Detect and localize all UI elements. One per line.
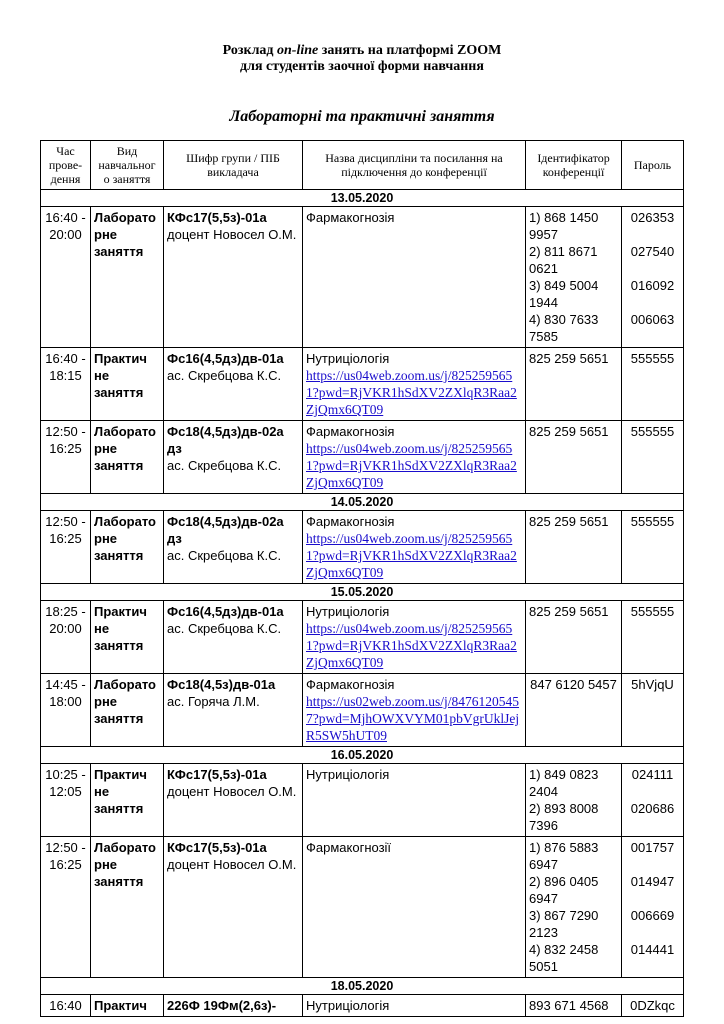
discipline-cell bbox=[303, 764, 526, 837]
lesson-type-cell: Практич bbox=[91, 995, 164, 1017]
password-value: 0DZkqc bbox=[630, 998, 675, 1013]
time-cell: 10:25 - 12:05 bbox=[41, 764, 91, 837]
group-cell bbox=[164, 837, 303, 978]
document-title: Розклад on-line занять на платформі ZOOM bbox=[222, 43, 502, 58]
teacher-name: ас. Скребцова К.С. bbox=[167, 458, 282, 473]
group-code: Фс18(4,5з)дв-01а bbox=[167, 677, 276, 692]
password-cell bbox=[622, 601, 684, 674]
section-subtitle: Лабораторні та практичні заняття bbox=[229, 108, 495, 125]
group-cell bbox=[164, 207, 303, 348]
group-cell bbox=[164, 511, 303, 584]
conference-id: 1) 868 1450 9957 bbox=[529, 210, 599, 242]
date-cell: 13.05.2020 bbox=[41, 190, 684, 207]
teacher-name: доцент Новосел О.М. bbox=[167, 227, 297, 242]
discipline-cell bbox=[303, 995, 526, 1017]
lesson-type-cell: Лаборато рне заняття bbox=[91, 421, 164, 494]
password-cell bbox=[622, 674, 684, 747]
group-cell bbox=[164, 764, 303, 837]
time-cell: 16:40 bbox=[41, 995, 91, 1017]
time-cell: 12:50 - 16:25 bbox=[41, 421, 91, 494]
discipline-name: Фармакогнозія bbox=[306, 514, 395, 529]
group-cell bbox=[164, 348, 303, 421]
conference-id: 825 259 5651 bbox=[529, 424, 609, 439]
col-header-group: Шифр групи / ПІБ викладача bbox=[164, 141, 303, 190]
group-code: КФс17(5,5з)-01а bbox=[167, 210, 267, 225]
time-cell: 16:40 - 18:15 bbox=[41, 348, 91, 421]
discipline-name: Нутриціологія bbox=[306, 998, 390, 1013]
schedule-table bbox=[40, 140, 684, 1017]
conference-id-cell bbox=[526, 601, 622, 674]
password-value: 555555 bbox=[630, 604, 675, 619]
col-header-id: Ідентифікатор конференції bbox=[526, 141, 622, 190]
lesson-type-cell: Практич не заняття bbox=[91, 601, 164, 674]
conference-id: 2) 893 8008 7396 bbox=[529, 801, 599, 833]
password-value: 016092 bbox=[630, 278, 675, 293]
conference-id: 825 259 5651 bbox=[529, 604, 609, 619]
document-title-line2: для студентів заочної форми навчання bbox=[240, 59, 484, 74]
table-row bbox=[41, 674, 684, 747]
conference-id-cell bbox=[526, 511, 622, 584]
group-code: Фс16(4,5дз)дв-01а bbox=[167, 604, 284, 619]
group-cell bbox=[164, 995, 303, 1017]
discipline-name: Нутриціологія bbox=[306, 351, 390, 366]
conference-id: 2) 811 8671 0621 bbox=[529, 244, 598, 276]
conference-id-cell bbox=[526, 995, 622, 1017]
password-value: 555555 bbox=[630, 351, 675, 366]
group-code: КФс17(5,5з)-01а bbox=[167, 840, 267, 855]
conference-id: 3) 849 5004 1944 bbox=[529, 278, 599, 310]
time-cell: 16:40 - 20:00 bbox=[41, 207, 91, 348]
lesson-type-cell: Лаборато рне заняття bbox=[91, 511, 164, 584]
discipline-cell bbox=[303, 837, 526, 978]
time-cell: 12:50 - 16:25 bbox=[41, 837, 91, 978]
table-row bbox=[41, 995, 684, 1017]
group-code: КФс17(5,5з)-01а bbox=[167, 767, 267, 782]
table-row bbox=[41, 511, 684, 584]
conference-id: 893 671 4568 bbox=[529, 998, 609, 1013]
group-cell bbox=[164, 601, 303, 674]
group-cell bbox=[164, 674, 303, 747]
table-row bbox=[41, 601, 684, 674]
zoom-link[interactable]: https://us04web.zoom.us/j/8252595651?pwd=RjVKR1hSdXV2ZXlqR3Raa2ZjQmx6QT09 bbox=[306, 368, 517, 417]
conference-id: 1) 849 0823 2404 bbox=[529, 767, 599, 799]
conference-id: 4) 832 2458 5051 bbox=[529, 942, 599, 974]
discipline-cell bbox=[303, 601, 526, 674]
password-value: 001757 bbox=[630, 840, 675, 855]
conference-id-cell bbox=[526, 421, 622, 494]
password-cell bbox=[622, 764, 684, 837]
conference-id: 4) 830 7633 7585 bbox=[529, 312, 599, 344]
date-row bbox=[41, 494, 684, 511]
lesson-type-cell: Практич не заняття bbox=[91, 764, 164, 837]
teacher-name: ас. Горяча Л.М. bbox=[167, 694, 260, 709]
password-value: 006063 bbox=[630, 312, 675, 327]
discipline-name: Фармакогнозія bbox=[306, 424, 395, 439]
lesson-type-cell: Лаборато рне заняття bbox=[91, 837, 164, 978]
teacher-name: ас. Скребцова К.С. bbox=[167, 621, 282, 636]
teacher-name: доцент Новосел О.М. bbox=[167, 784, 297, 799]
table-row bbox=[41, 421, 684, 494]
discipline-name: Нутриціологія bbox=[306, 767, 390, 782]
group-cell bbox=[164, 421, 303, 494]
lesson-type-cell: Практич не заняття bbox=[91, 348, 164, 421]
password-value: 014947 bbox=[630, 874, 675, 889]
table-row bbox=[41, 764, 684, 837]
table-row bbox=[41, 348, 684, 421]
teacher-name: ас. Скребцова К.С. bbox=[167, 368, 282, 383]
password-value: 5hVjqU bbox=[631, 677, 674, 692]
date-row bbox=[41, 190, 684, 207]
time-cell: 14:45 - 18:00 bbox=[41, 674, 91, 747]
date-row bbox=[41, 978, 684, 995]
password-cell bbox=[622, 837, 684, 978]
conference-id-cell bbox=[526, 674, 622, 747]
discipline-cell bbox=[303, 348, 526, 421]
discipline-cell bbox=[303, 421, 526, 494]
date-cell: 14.05.2020 bbox=[41, 494, 684, 511]
lesson-type-cell: Лаборато рне заняття bbox=[91, 207, 164, 348]
discipline-name: Фармакогнозії bbox=[306, 840, 392, 855]
password-value: 014441 bbox=[630, 942, 675, 957]
password-cell bbox=[622, 995, 684, 1017]
group-code: Фс16(4,5дз)дв-01а bbox=[167, 351, 284, 366]
password-value: 027540 bbox=[630, 244, 675, 259]
discipline-cell bbox=[303, 674, 526, 747]
password-value: 006669 bbox=[630, 908, 675, 923]
time-cell: 18:25 - 20:00 bbox=[41, 601, 91, 674]
password-value: 024111 bbox=[631, 767, 674, 782]
date-cell: 16.05.2020 bbox=[41, 747, 684, 764]
conference-id: 1) 876 5883 6947 bbox=[529, 840, 599, 872]
discipline-name: Нутриціологія bbox=[306, 604, 390, 619]
table-header-row bbox=[41, 141, 684, 190]
teacher-name: ас. Скребцова К.С. bbox=[167, 548, 282, 563]
conference-id: 825 259 5651 bbox=[529, 351, 609, 366]
group-code: Фс18(4,5дз)дв-02а дз bbox=[167, 514, 284, 546]
col-header-discipline: Назва дисципліни та посилання на підключення до конференції bbox=[303, 141, 526, 190]
time-cell: 12:50 - 16:25 bbox=[41, 511, 91, 584]
password-value: 020686 bbox=[630, 801, 675, 816]
lesson-type-cell: Лаборато рне заняття bbox=[91, 674, 164, 747]
zoom-link[interactable]: https://us04web.zoom.us/j/8252595651?pwd=RjVKR1hSdXV2ZXlqR3Raa2ZjQmx6QT09 bbox=[306, 621, 517, 670]
date-cell: 15.05.2020 bbox=[41, 584, 684, 601]
conference-id: 825 259 5651 bbox=[529, 514, 609, 529]
conference-id-cell bbox=[526, 348, 622, 421]
zoom-link[interactable]: https://us04web.zoom.us/j/8252595651?pwd=RjVKR1hSdXV2ZXlqR3Raa2ZjQmx6QT09 bbox=[306, 441, 517, 490]
discipline-name: Фармакогнозія bbox=[306, 210, 395, 225]
password-value: 555555 bbox=[630, 514, 675, 529]
password-cell bbox=[622, 421, 684, 494]
discipline-cell bbox=[303, 207, 526, 348]
date-row bbox=[41, 747, 684, 764]
password-cell bbox=[622, 348, 684, 421]
conference-id-cell bbox=[526, 837, 622, 978]
password-value: 555555 bbox=[630, 424, 675, 439]
conference-id-cell bbox=[526, 207, 622, 348]
zoom-link[interactable]: https://us02web.zoom.us/j/84761205457?pwd=MjhOWXVYM01pbVgrUklJejR5SW5hUT09 bbox=[306, 694, 520, 743]
conference-id: 2) 896 0405 6947 bbox=[529, 874, 599, 906]
col-header-time: Час прове-дення bbox=[41, 141, 91, 190]
group-code: 226Ф 19Фм(2,6з)- bbox=[167, 998, 277, 1013]
zoom-link[interactable]: https://us04web.zoom.us/j/8252595651?pwd=RjVKR1hSdXV2ZXlqR3Raa2ZjQmx6QT09 bbox=[306, 531, 517, 580]
table-row bbox=[41, 837, 684, 978]
password-cell bbox=[622, 207, 684, 348]
conference-id: 3) 867 7290 2123 bbox=[529, 908, 599, 940]
discipline-name: Фармакогнозія bbox=[306, 677, 395, 692]
table-row bbox=[41, 207, 684, 348]
date-row bbox=[41, 584, 684, 601]
teacher-name: доцент Новосел О.М. bbox=[167, 857, 297, 872]
conference-id: 847 6120 5457 bbox=[530, 677, 617, 692]
col-header-type: Вид навчальног о заняття bbox=[91, 141, 164, 190]
date-cell: 18.05.2020 bbox=[41, 978, 684, 995]
discipline-cell bbox=[303, 511, 526, 584]
password-cell bbox=[622, 511, 684, 584]
conference-id-cell bbox=[526, 764, 622, 837]
password-value: 026353 bbox=[630, 210, 675, 225]
group-code: Фс18(4,5дз)дв-02а дз bbox=[167, 424, 284, 456]
col-header-password: Пароль bbox=[622, 141, 684, 190]
